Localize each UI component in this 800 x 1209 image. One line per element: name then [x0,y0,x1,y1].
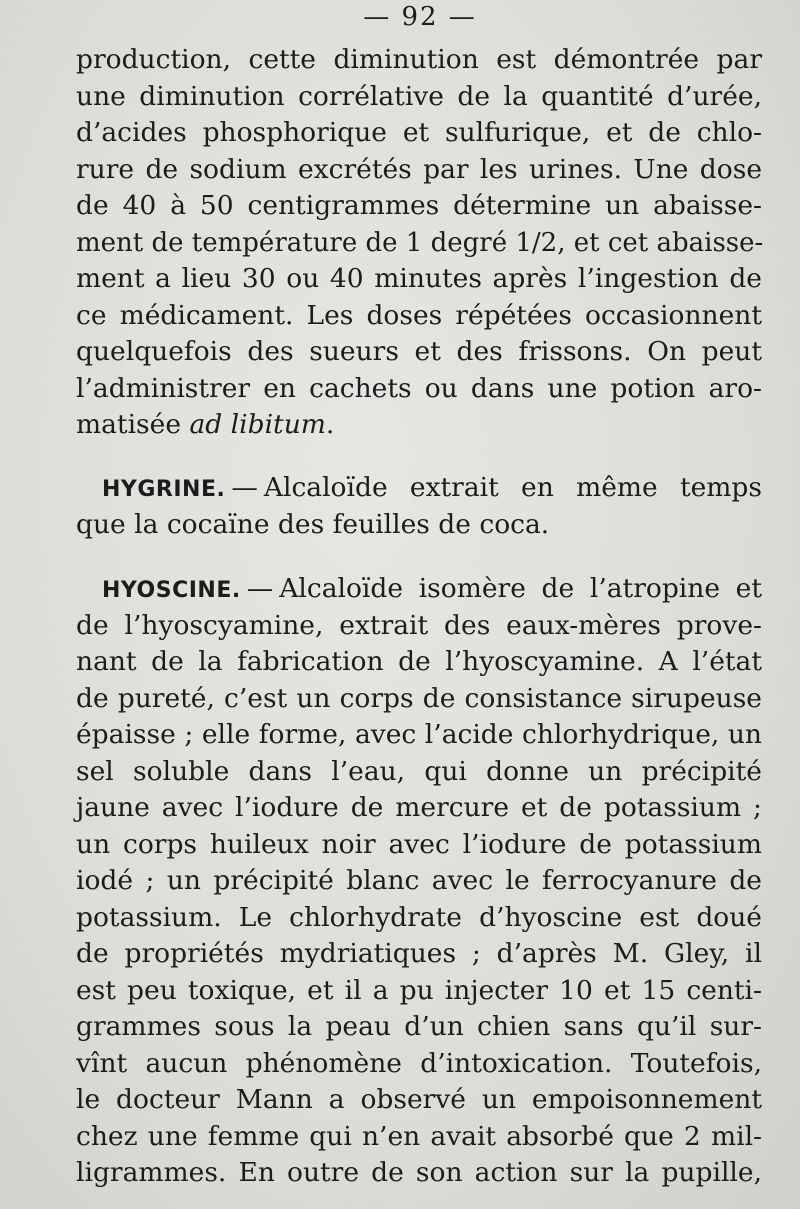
text-line: d’acides phosphorique et sulfurique, et de chlo- [76,117,762,148]
text-line [76,407,762,444]
text-line: une diminution corrélative de la quantité d’urée, [76,80,762,112]
text-line: épaisse ; elle forme, avec l’acide chlorhydrique, un [76,719,762,750]
entry-heading: HYGRINE. [102,477,226,502]
text-fragment: . [325,409,335,440]
text-line: vînt aucun phénomène d’intoxication. Toutefois, [76,1047,762,1079]
text-line: potassium. Le chlorhydrate d’hyoscine est doué [76,901,762,933]
text-line: rure de sodium excrétés par les urines. Une dose [76,153,762,185]
text-line: production, cette diminution est démontrée par [76,44,762,75]
text-line: chez une femme qui n’en avait absorbé que 2 mil- [76,1120,762,1152]
text-fragment: Alcaloïde isomère de l’atropine et [279,573,762,604]
text-line: un corps huileux noir avec l’iodure de potassium [76,828,762,860]
entry-first-line [76,470,762,507]
paragraph-continuation [76,42,762,444]
text-fragment: matisée [76,409,182,440]
text-line: l’administrer en cachets ou dans une potion aro- [76,372,762,404]
text-line: que la cocaïne des feuilles de coca. [76,508,550,540]
entry-first-line [76,571,762,608]
text-line: ment a lieu 30 ou 40 minutes après l’ingestion de [76,263,762,294]
text-line: de propriétés mydriatiques ; d’après M. Gley, il [76,938,762,969]
text-line: est peu toxique, et il a pu injecter 10 et 15 centi- [76,974,762,1006]
italic-phrase: ad libitum [189,409,326,440]
text-fragment: Alcaloïde extrait en même temps [263,472,762,503]
text-line: le docteur Mann a observé un empoisonnement [76,1084,762,1115]
text-line: sel soluble dans l’eau, qui donne un précipité [76,755,762,787]
page-number: — 92 — [363,2,477,32]
entry-heading: HYOSCINE. [102,578,241,603]
text-line: quelquefois des sueurs et des frissons. On peut [76,336,762,367]
text-line: ligrammes. En outre de son action sur la pupille, [76,1157,762,1188]
text-line: de pureté, c’est un corps de consistance sirupeuse [76,682,762,714]
em-dash: — [246,573,274,604]
text-line: nant de la fabrication de l’hyoscyamine. A l’état [76,646,762,677]
text-line: de l’hyoscyamine, extrait des eaux-mères prove- [76,609,762,641]
text-line: jaune avec l’iodure de mercure et de potassium ; [76,792,762,823]
entry-hyoscine [76,571,762,1192]
text-line: ment de température de 1 degré 1/2, et cet abaisse- [76,227,764,258]
text-line: ce médicament. Les doses répétées occasionnent [76,299,762,331]
text-line: de 40 à 50 centigrammes détermine un abaisse- [76,190,762,221]
entry-hygrine [76,470,762,543]
text-line: iodé ; un précipité blanc avec le ferrocyanure de [76,865,762,896]
em-dash: — [231,472,258,503]
text-line: grammes sous la peau d’un chien sans qu’il sur- [76,1011,762,1042]
